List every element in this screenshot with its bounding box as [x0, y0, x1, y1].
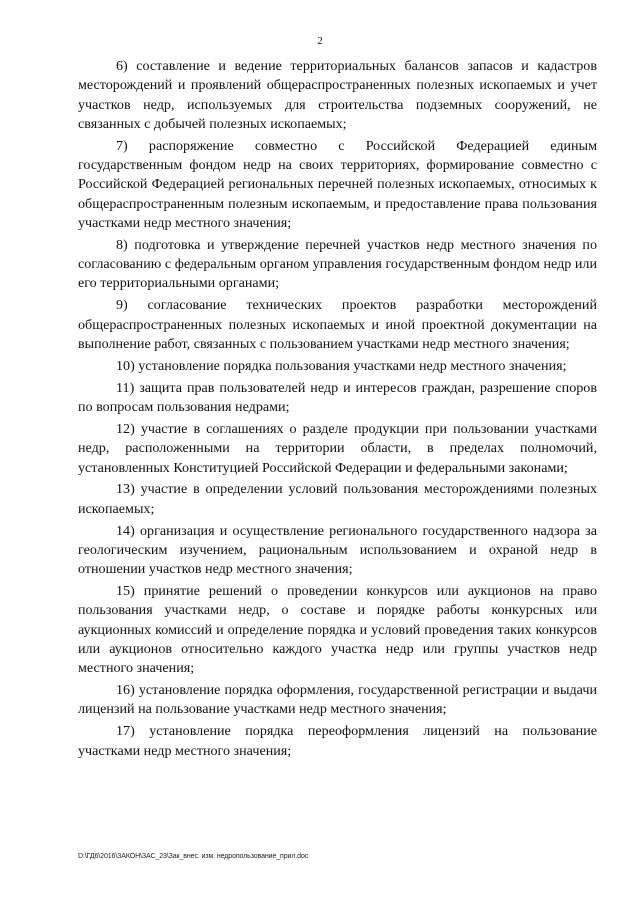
- paragraph-item-12: 12) участие в соглашениях о разделе продукции при пользовании участками недр, расположенными на территории области, в пределах полномочий, установленных Конституцией Российской Федерации и федеральными законами;: [78, 420, 597, 476]
- paragraph-item-14: 14) организация и осуществление регионального государственного надзора за геологическим изучением, рациональным использованием и охраной недр в отношении участков недр местного значения;: [78, 522, 597, 578]
- paragraph-item-7: 7) распоряжение совместно с Российской Федерацией единым государственным фондом недр на своих территориях, формирование совместно с Российской Федерацией региональных перечней полезных ископаемых, относимых к общераспространенным полезным ископаемым, и предоставление права пользования участками недр местного значения;: [78, 137, 597, 231]
- paragraph-item-15: 15) принятие решений о проведении конкурсов или аукционов на право пользования участками недр, о составе и порядке работы конкурсных или аукционных комиссий и определение порядка и условий проведения таких конкурсов или аукционов относительно каждого участка недр или группы участков недр местного значения;: [78, 583, 597, 677]
- paragraph-item-9: 9) согласование технических проектов разработки месторождений общераспространенных полезных ископаемых и иной проектной документации на выполнение работ, связанных с пользованием участками недр местного значения;: [78, 297, 597, 352]
- paragraph-item-10: 10) установление порядка пользования участками недр местного значения;: [116, 357, 567, 374]
- paragraph-item-11: 11) защита прав пользователей недр и интересов граждан, разрешение споров по вопросам пользования недрами;: [78, 379, 597, 416]
- paragraph-item-17: 17) установление порядка переоформления лицензий на пользование участками недр местного значения;: [78, 723, 597, 759]
- footer-file-path: D:\ГД6\2016\ЗАКОН\ЗАС_23\Зак_внес. изм. недропользование_прил.doc: [78, 853, 309, 860]
- paragraph-item-16: 16) установление порядка оформления, государственной регистрации и выдачи лицензий на пользование участками недр местного значения;: [78, 682, 597, 718]
- paragraph-item-13: 13) участие в определении условий пользования месторождениями полезных ископаемых;: [78, 481, 597, 517]
- document-body: [78, 57, 597, 764]
- paragraph-item-8: 8) подготовка и утверждение перечней участков недр местного значения по согласованию с федеральным органом управления государственным фондом недр или его территориальными органами;: [78, 236, 597, 292]
- paragraph-item-6: 6) составление и ведение территориальных балансов запасов и кадастров месторождений и проявлений общераспространенных полезных ископаемых и учет участков недр, используемых для строительства подземных сооружений, не связанных с добычей полезных ископаемых;: [78, 58, 597, 132]
- page-number: 2: [317, 35, 323, 47]
